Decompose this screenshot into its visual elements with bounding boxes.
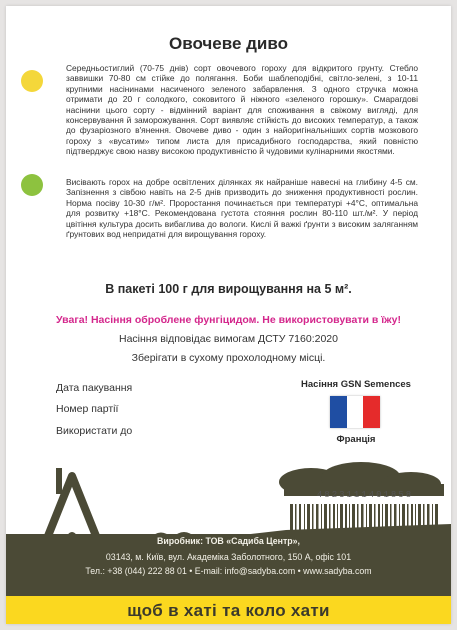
storage-note: Зберігати в сухому прохолодному місці. (131, 352, 326, 364)
sowing-instructions: Висівають горох на добре освітлених ділянках як найраніше навесні на глибину 4-5 см. Запізнення з сівбою навіть на 2-5 днів призводить до зниження продуктивності рослин. Норма посіву 10-30 г/м². Проростання починається при температурі +4°С, оптимальна для розвитку +18°С. Рекомендована густота стояння рослин 80-110 шт./м². У період цвітіння культура досить вибаглива до вологи. Кислі й важкі ґрунти з високим заляганням ґрунтових вод непридатні для вирощування гороху. (66, 177, 418, 240)
fungicide-warning: Увага! Насіння оброблене фунгіцидом. Не використовувати в їжу! (56, 314, 401, 326)
producer-contacts: Тел.: +38 (044) 222 88 01 • E-mail: info@sadyba.com • www.sadyba.com (85, 566, 372, 576)
standard-compliance: Насіння відповідає вимогам ДСТУ 7160:2020 (119, 333, 338, 345)
brand-name: Насіння GSN Semences (301, 379, 411, 390)
flag-stripe-red (363, 396, 380, 428)
yellow-bullet-icon (21, 70, 43, 92)
pack-date-label: Дата пакування (56, 382, 133, 394)
product-title: Овочеве диво (169, 34, 288, 53)
france-flag-icon (330, 396, 380, 428)
packet-info: В пакеті 100 г для вирощування на 5 м². (105, 282, 352, 296)
barcode-number: 4823111401858 (316, 490, 414, 500)
flag-stripe-white (347, 396, 364, 428)
flag-stripe-blue (330, 396, 347, 428)
green-bullet-icon (21, 174, 43, 196)
batch-number-label: Номер партії (56, 403, 119, 415)
country-of-origin: Франція (336, 434, 376, 445)
slogan-text: щоб в хаті та коло хати (127, 601, 330, 620)
slogan-band (6, 596, 451, 624)
producer-name: Виробник: ТОВ «Садиба Центр», (157, 536, 300, 546)
producer-address: 03143, м. Київ, вул. Академіка Заболотного, 150 А, офіс 101 (105, 552, 352, 562)
variety-description: Середньостиглий (70-75 днів) сорт овочевого гороху для відкритого грунту. Стебло заввишки 70-80 см стійке до полягання. Боби шаблеподібні, світло-зелені, з 10-11 крупними насінинами насиченого зеленого забарвлення. З одного стручка можна отримати до 20 г солодкого, соковитого й ніжного «зеленого горошку». Смарагдові насінини цього сорту - відмінний варіант для споживання в свіжому вигляді, для консервування й заморожування. Сорт виявляє стійкість до високих температур, а також до фузаріозного в'янення. Овочеве диво - один з найоригінальніших сортів мозкового гороху з «вусатим» типом листа для присадибного господарства, який повністю підтверджує свою назву високою продуктивністю й чудовими кулінарними якостями. (66, 63, 418, 157)
seed-packet-back (6, 6, 451, 624)
use-by-label: Використати до (56, 425, 133, 437)
